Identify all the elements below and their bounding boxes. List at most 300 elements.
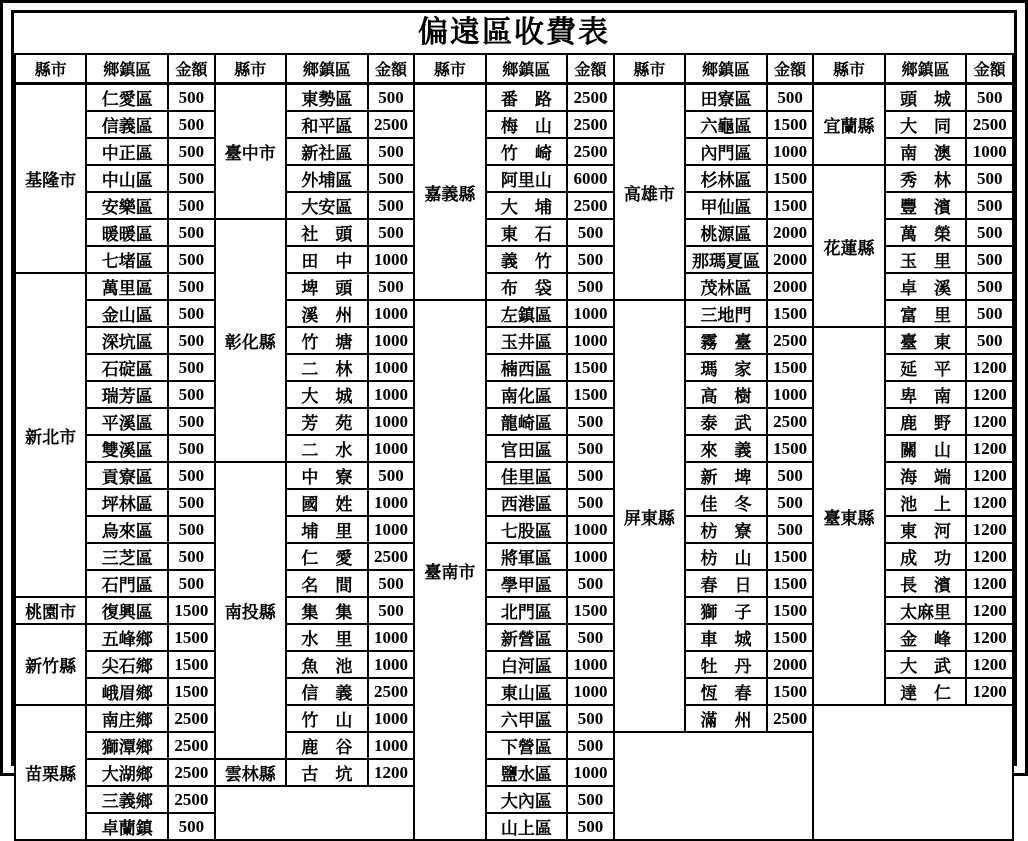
district-cell: 國 姓 xyxy=(286,489,368,516)
amount-cell: 6000 xyxy=(567,165,613,192)
district-cell: 卓 溪 xyxy=(885,273,967,300)
district-cell: 甲仙區 xyxy=(685,192,767,219)
header-amount-cell: 金額 xyxy=(368,54,414,84)
amount-cell: 500 xyxy=(368,273,414,300)
amount-cell: 2500 xyxy=(567,111,613,138)
amount-cell: 1500 xyxy=(168,651,214,678)
amount-cell: 1500 xyxy=(767,597,813,624)
county-cell: 臺東縣 xyxy=(813,327,884,705)
header-county-cell: 縣市 xyxy=(15,54,86,84)
amount-cell: 1200 xyxy=(966,489,1013,516)
district-cell: 臺 東 xyxy=(885,327,967,354)
district-cell: 將軍區 xyxy=(486,543,568,570)
district-cell: 春 日 xyxy=(685,570,767,597)
district-cell: 竹 山 xyxy=(286,705,368,732)
district-cell: 滿 州 xyxy=(685,705,767,732)
amount-cell: 500 xyxy=(966,219,1013,246)
county-cell: 桃園市 xyxy=(15,597,86,624)
district-cell: 仁愛區 xyxy=(86,84,168,112)
amount-cell: 1000 xyxy=(368,624,414,651)
table-row xyxy=(15,84,1013,112)
district-cell: 平溪區 xyxy=(86,408,168,435)
amount-cell: 1500 xyxy=(567,381,613,408)
district-cell: 古 坑 xyxy=(286,759,368,786)
amount-cell: 1000 xyxy=(368,435,414,462)
amount-cell: 1200 xyxy=(966,570,1013,597)
amount-cell: 500 xyxy=(168,489,214,516)
district-cell: 魚 池 xyxy=(286,651,368,678)
district-cell: 中正區 xyxy=(86,138,168,165)
amount-cell: 1000 xyxy=(767,381,813,408)
district-cell: 埔 里 xyxy=(286,516,368,543)
amount-cell: 1500 xyxy=(767,678,813,705)
amount-cell: 1000 xyxy=(567,651,613,678)
amount-cell: 500 xyxy=(168,192,214,219)
district-cell: 七股區 xyxy=(486,516,568,543)
amount-cell: 500 xyxy=(168,327,214,354)
amount-cell: 500 xyxy=(168,84,214,112)
district-cell: 大內區 xyxy=(486,786,568,813)
amount-cell: 2500 xyxy=(767,408,813,435)
county-cell: 宜蘭縣 xyxy=(813,84,884,166)
district-cell: 竹 塘 xyxy=(286,327,368,354)
header-amount-cell: 金額 xyxy=(767,54,813,84)
amount-cell: 1000 xyxy=(368,354,414,381)
district-cell: 六龜區 xyxy=(685,111,767,138)
amount-cell: 500 xyxy=(168,516,214,543)
amount-cell: 1200 xyxy=(966,408,1013,435)
remote-area-fee-table xyxy=(14,53,1014,841)
district-cell: 仁 愛 xyxy=(286,543,368,570)
district-cell: 南庄鄉 xyxy=(86,705,168,732)
county-cell: 雲林縣 xyxy=(215,759,286,786)
table-row xyxy=(15,165,1013,192)
page-title: 偏遠區收費表 xyxy=(418,16,610,49)
amount-cell: 1200 xyxy=(368,759,414,786)
amount-cell: 1000 xyxy=(368,246,414,273)
district-cell: 官田區 xyxy=(486,435,568,462)
county-cell: 新北市 xyxy=(15,273,86,597)
district-cell: 東 河 xyxy=(885,516,967,543)
district-cell: 雙溪區 xyxy=(86,435,168,462)
district-cell: 石碇區 xyxy=(86,354,168,381)
district-cell: 長 濱 xyxy=(885,570,967,597)
amount-cell: 500 xyxy=(567,570,613,597)
district-cell: 三芝區 xyxy=(86,543,168,570)
county-cell: 新竹縣 xyxy=(15,624,86,705)
amount-cell: 1000 xyxy=(368,489,414,516)
header-district-cell: 鄉鎮區 xyxy=(685,54,767,84)
amount-cell: 500 xyxy=(567,732,613,759)
amount-cell: 1200 xyxy=(966,462,1013,489)
amount-cell: 500 xyxy=(567,624,613,651)
amount-cell: 1000 xyxy=(567,678,613,705)
district-cell: 茂林區 xyxy=(685,273,767,300)
header-county-cell: 縣市 xyxy=(215,54,286,84)
amount-cell: 1500 xyxy=(767,192,813,219)
district-cell: 富 里 xyxy=(885,300,967,327)
amount-cell: 1000 xyxy=(966,138,1013,165)
district-cell: 安樂區 xyxy=(86,192,168,219)
district-cell: 金山區 xyxy=(86,300,168,327)
amount-cell: 2000 xyxy=(767,651,813,678)
amount-cell: 1000 xyxy=(368,408,414,435)
district-cell: 鹿 谷 xyxy=(286,732,368,759)
district-cell: 瑪 家 xyxy=(685,354,767,381)
amount-cell: 1000 xyxy=(368,732,414,759)
district-cell: 水 里 xyxy=(286,624,368,651)
district-cell: 杉林區 xyxy=(685,165,767,192)
amount-cell: 2500 xyxy=(966,111,1013,138)
district-cell: 海 端 xyxy=(885,462,967,489)
amount-cell: 1200 xyxy=(966,624,1013,651)
amount-cell: 1200 xyxy=(966,381,1013,408)
amount-cell: 2500 xyxy=(168,759,214,786)
district-cell: 烏來區 xyxy=(86,516,168,543)
district-cell: 恆 春 xyxy=(685,678,767,705)
district-cell: 七堵區 xyxy=(86,246,168,273)
amount-cell: 2500 xyxy=(368,111,414,138)
county-cell: 苗栗縣 xyxy=(15,705,86,840)
county-cell: 彰化縣 xyxy=(215,219,286,462)
district-cell: 大湖鄉 xyxy=(86,759,168,786)
district-cell: 東 石 xyxy=(486,219,568,246)
amount-cell: 500 xyxy=(368,192,414,219)
district-cell: 高 樹 xyxy=(685,381,767,408)
district-cell: 玉 里 xyxy=(885,246,967,273)
amount-cell: 500 xyxy=(368,165,414,192)
amount-cell: 500 xyxy=(966,84,1013,112)
amount-cell: 1500 xyxy=(767,165,813,192)
header-district-cell: 鄉鎮區 xyxy=(486,54,568,84)
amount-cell: 1000 xyxy=(368,516,414,543)
amount-cell: 1000 xyxy=(567,300,613,327)
district-cell: 獅 子 xyxy=(685,597,767,624)
amount-cell: 1500 xyxy=(767,570,813,597)
district-cell: 三地門 xyxy=(685,300,767,327)
district-cell: 萬里區 xyxy=(86,273,168,300)
district-cell: 新社區 xyxy=(286,138,368,165)
district-cell: 牡 丹 xyxy=(685,651,767,678)
header-district-cell: 鄉鎮區 xyxy=(286,54,368,84)
amount-cell: 500 xyxy=(168,570,214,597)
amount-cell: 1500 xyxy=(767,543,813,570)
amount-cell: 500 xyxy=(368,462,414,489)
amount-cell: 500 xyxy=(368,219,414,246)
amount-cell: 1000 xyxy=(368,300,414,327)
amount-cell: 500 xyxy=(567,246,613,273)
header-county-cell: 縣市 xyxy=(414,54,485,84)
district-cell: 大 城 xyxy=(286,381,368,408)
district-cell: 竹 崎 xyxy=(486,138,568,165)
district-cell: 坪林區 xyxy=(86,489,168,516)
blank-cell xyxy=(215,786,415,840)
district-cell: 北門區 xyxy=(486,597,568,624)
blank-cell xyxy=(614,732,814,840)
district-cell: 石門區 xyxy=(86,570,168,597)
amount-cell: 500 xyxy=(168,246,214,273)
amount-cell: 1200 xyxy=(966,597,1013,624)
amount-cell: 500 xyxy=(966,192,1013,219)
header-district-cell: 鄉鎮區 xyxy=(885,54,967,84)
district-cell: 車 城 xyxy=(685,624,767,651)
amount-cell: 1000 xyxy=(567,543,613,570)
table-row xyxy=(15,705,1013,732)
amount-cell: 500 xyxy=(567,489,613,516)
district-cell: 梅 山 xyxy=(486,111,568,138)
amount-cell: 2500 xyxy=(567,84,613,112)
district-cell: 延 平 xyxy=(885,354,967,381)
amount-cell: 1500 xyxy=(168,597,214,624)
district-cell: 那瑪夏區 xyxy=(685,246,767,273)
district-cell: 貢寮區 xyxy=(86,462,168,489)
amount-cell: 1200 xyxy=(966,516,1013,543)
amount-cell: 500 xyxy=(966,327,1013,354)
district-cell: 學甲區 xyxy=(486,570,568,597)
district-cell: 萬 榮 xyxy=(885,219,967,246)
amount-cell: 2500 xyxy=(368,543,414,570)
district-cell: 復興區 xyxy=(86,597,168,624)
amount-cell: 2500 xyxy=(368,678,414,705)
district-cell: 桃源區 xyxy=(685,219,767,246)
blank-cell xyxy=(813,705,1013,840)
amount-cell: 500 xyxy=(168,381,214,408)
header-county-cell: 縣市 xyxy=(614,54,685,84)
district-cell: 達 仁 xyxy=(885,678,967,705)
amount-cell: 2500 xyxy=(168,705,214,732)
district-cell: 山上區 xyxy=(486,813,568,840)
district-cell: 白河區 xyxy=(486,651,568,678)
district-cell: 義 竹 xyxy=(486,246,568,273)
district-cell: 大 埔 xyxy=(486,192,568,219)
amount-cell: 2000 xyxy=(767,219,813,246)
amount-cell: 1000 xyxy=(567,516,613,543)
district-cell: 秀 林 xyxy=(885,165,967,192)
district-cell: 池 上 xyxy=(885,489,967,516)
amount-cell: 500 xyxy=(368,597,414,624)
district-cell: 太麻里 xyxy=(885,597,967,624)
county-cell: 基隆市 xyxy=(15,84,86,274)
district-cell: 番 路 xyxy=(486,84,568,112)
district-cell: 和平區 xyxy=(286,111,368,138)
district-cell: 佳里區 xyxy=(486,462,568,489)
amount-cell: 1500 xyxy=(767,435,813,462)
district-cell: 東山區 xyxy=(486,678,568,705)
amount-cell: 500 xyxy=(368,570,414,597)
district-cell: 集 集 xyxy=(286,597,368,624)
amount-cell: 500 xyxy=(168,165,214,192)
amount-cell: 2000 xyxy=(767,246,813,273)
amount-cell: 1500 xyxy=(767,300,813,327)
district-cell: 下營區 xyxy=(486,732,568,759)
amount-cell: 1500 xyxy=(767,111,813,138)
amount-cell: 500 xyxy=(368,84,414,112)
district-cell: 金 峰 xyxy=(885,624,967,651)
district-cell: 東勢區 xyxy=(286,84,368,112)
district-cell: 峨眉鄉 xyxy=(86,678,168,705)
county-cell: 屏東縣 xyxy=(614,300,685,732)
amount-cell: 500 xyxy=(767,489,813,516)
district-cell: 西港區 xyxy=(486,489,568,516)
amount-cell: 1500 xyxy=(767,354,813,381)
amount-cell: 500 xyxy=(767,516,813,543)
header-district-cell: 鄉鎮區 xyxy=(86,54,168,84)
amount-cell: 1000 xyxy=(368,381,414,408)
district-cell: 豐 濱 xyxy=(885,192,967,219)
amount-cell: 500 xyxy=(567,435,613,462)
district-cell: 南 澳 xyxy=(885,138,967,165)
district-cell: 尖石鄉 xyxy=(86,651,168,678)
district-cell: 新營區 xyxy=(486,624,568,651)
amount-cell: 1200 xyxy=(966,543,1013,570)
amount-cell: 2500 xyxy=(767,705,813,732)
district-cell: 田 中 xyxy=(286,246,368,273)
amount-cell: 500 xyxy=(168,543,214,570)
amount-cell: 500 xyxy=(966,273,1013,300)
district-cell: 二 水 xyxy=(286,435,368,462)
amount-cell: 500 xyxy=(767,462,813,489)
district-cell: 泰 武 xyxy=(685,408,767,435)
amount-cell: 1000 xyxy=(368,651,414,678)
amount-cell: 500 xyxy=(168,300,214,327)
district-cell: 芳 苑 xyxy=(286,408,368,435)
district-cell: 外埔區 xyxy=(286,165,368,192)
district-cell: 內門區 xyxy=(685,138,767,165)
amount-cell: 1500 xyxy=(567,354,613,381)
amount-cell: 500 xyxy=(567,705,613,732)
amount-cell: 1500 xyxy=(168,624,214,651)
table-body xyxy=(15,84,1013,841)
amount-cell: 1200 xyxy=(966,354,1013,381)
amount-cell: 1200 xyxy=(966,435,1013,462)
amount-cell: 500 xyxy=(567,813,613,840)
district-cell: 鹽水區 xyxy=(486,759,568,786)
district-cell: 霧 臺 xyxy=(685,327,767,354)
amount-cell: 2500 xyxy=(168,786,214,813)
amount-cell: 2500 xyxy=(767,327,813,354)
district-cell: 五峰鄉 xyxy=(86,624,168,651)
amount-cell: 500 xyxy=(567,462,613,489)
amount-cell: 500 xyxy=(168,435,214,462)
district-cell: 三義鄉 xyxy=(86,786,168,813)
district-cell: 二 林 xyxy=(286,354,368,381)
amount-cell: 500 xyxy=(168,219,214,246)
county-cell: 臺中市 xyxy=(215,84,286,220)
header-row xyxy=(15,54,1013,84)
header-amount-cell: 金額 xyxy=(567,54,613,84)
district-cell: 關 山 xyxy=(885,435,967,462)
amount-cell: 500 xyxy=(966,300,1013,327)
district-cell: 埤 頭 xyxy=(286,273,368,300)
district-cell: 左鎮區 xyxy=(486,300,568,327)
district-cell: 大 武 xyxy=(885,651,967,678)
district-cell: 楠西區 xyxy=(486,354,568,381)
amount-cell: 1000 xyxy=(368,705,414,732)
amount-cell: 1000 xyxy=(567,327,613,354)
table-header xyxy=(15,54,1013,84)
header-county-cell: 縣市 xyxy=(813,54,884,84)
amount-cell: 2500 xyxy=(567,192,613,219)
district-cell: 獅潭鄉 xyxy=(86,732,168,759)
amount-cell: 1000 xyxy=(368,327,414,354)
amount-cell: 500 xyxy=(567,786,613,813)
amount-cell: 1500 xyxy=(767,624,813,651)
district-cell: 龍崎區 xyxy=(486,408,568,435)
district-cell: 玉井區 xyxy=(486,327,568,354)
county-cell: 臺南市 xyxy=(414,300,485,840)
district-cell: 暖暖區 xyxy=(86,219,168,246)
amount-cell: 500 xyxy=(567,219,613,246)
header-amount-cell: 金額 xyxy=(168,54,214,84)
district-cell: 信義區 xyxy=(86,111,168,138)
district-cell: 田寮區 xyxy=(685,84,767,112)
amount-cell: 2500 xyxy=(567,138,613,165)
district-cell: 頭 城 xyxy=(885,84,967,112)
fee-table-sheet xyxy=(11,10,1017,838)
district-cell: 大 同 xyxy=(885,111,967,138)
district-cell: 布 袋 xyxy=(486,273,568,300)
amount-cell: 2000 xyxy=(767,273,813,300)
county-cell: 高雄市 xyxy=(614,84,685,301)
county-cell: 花蓮縣 xyxy=(813,165,884,327)
district-cell: 社 頭 xyxy=(286,219,368,246)
district-cell: 大安區 xyxy=(286,192,368,219)
county-cell: 嘉義縣 xyxy=(414,84,485,301)
amount-cell: 500 xyxy=(368,138,414,165)
amount-cell: 500 xyxy=(168,462,214,489)
amount-cell: 1000 xyxy=(767,138,813,165)
header-amount-cell: 金額 xyxy=(966,54,1013,84)
district-cell: 卑 南 xyxy=(885,381,967,408)
amount-cell: 500 xyxy=(567,273,613,300)
amount-cell: 1200 xyxy=(966,678,1013,705)
amount-cell: 500 xyxy=(168,111,214,138)
district-cell: 名 間 xyxy=(286,570,368,597)
amount-cell: 500 xyxy=(168,273,214,300)
district-cell: 六甲區 xyxy=(486,705,568,732)
amount-cell: 500 xyxy=(168,408,214,435)
district-cell: 中山區 xyxy=(86,165,168,192)
amount-cell: 500 xyxy=(966,165,1013,192)
district-cell: 枋 寮 xyxy=(685,516,767,543)
district-cell: 成 功 xyxy=(885,543,967,570)
district-cell: 來 義 xyxy=(685,435,767,462)
amount-cell: 500 xyxy=(168,138,214,165)
district-cell: 阿里山 xyxy=(486,165,568,192)
district-cell: 卓蘭鎮 xyxy=(86,813,168,840)
district-cell: 鹿 野 xyxy=(885,408,967,435)
district-cell: 信 義 xyxy=(286,678,368,705)
amount-cell: 500 xyxy=(966,246,1013,273)
amount-cell: 1500 xyxy=(567,597,613,624)
amount-cell: 2500 xyxy=(168,732,214,759)
table-row xyxy=(15,327,1013,354)
amount-cell: 500 xyxy=(767,84,813,112)
district-cell: 枋 山 xyxy=(685,543,767,570)
district-cell: 新 埤 xyxy=(685,462,767,489)
district-cell: 瑞芳區 xyxy=(86,381,168,408)
district-cell: 中 寮 xyxy=(286,462,368,489)
amount-cell: 500 xyxy=(168,813,214,840)
district-cell: 佳 冬 xyxy=(685,489,767,516)
amount-cell: 1500 xyxy=(168,678,214,705)
district-cell: 深坑區 xyxy=(86,327,168,354)
amount-cell: 1000 xyxy=(567,759,613,786)
amount-cell: 500 xyxy=(567,408,613,435)
amount-cell: 1200 xyxy=(966,651,1013,678)
amount-cell: 500 xyxy=(168,354,214,381)
district-cell: 南化區 xyxy=(486,381,568,408)
